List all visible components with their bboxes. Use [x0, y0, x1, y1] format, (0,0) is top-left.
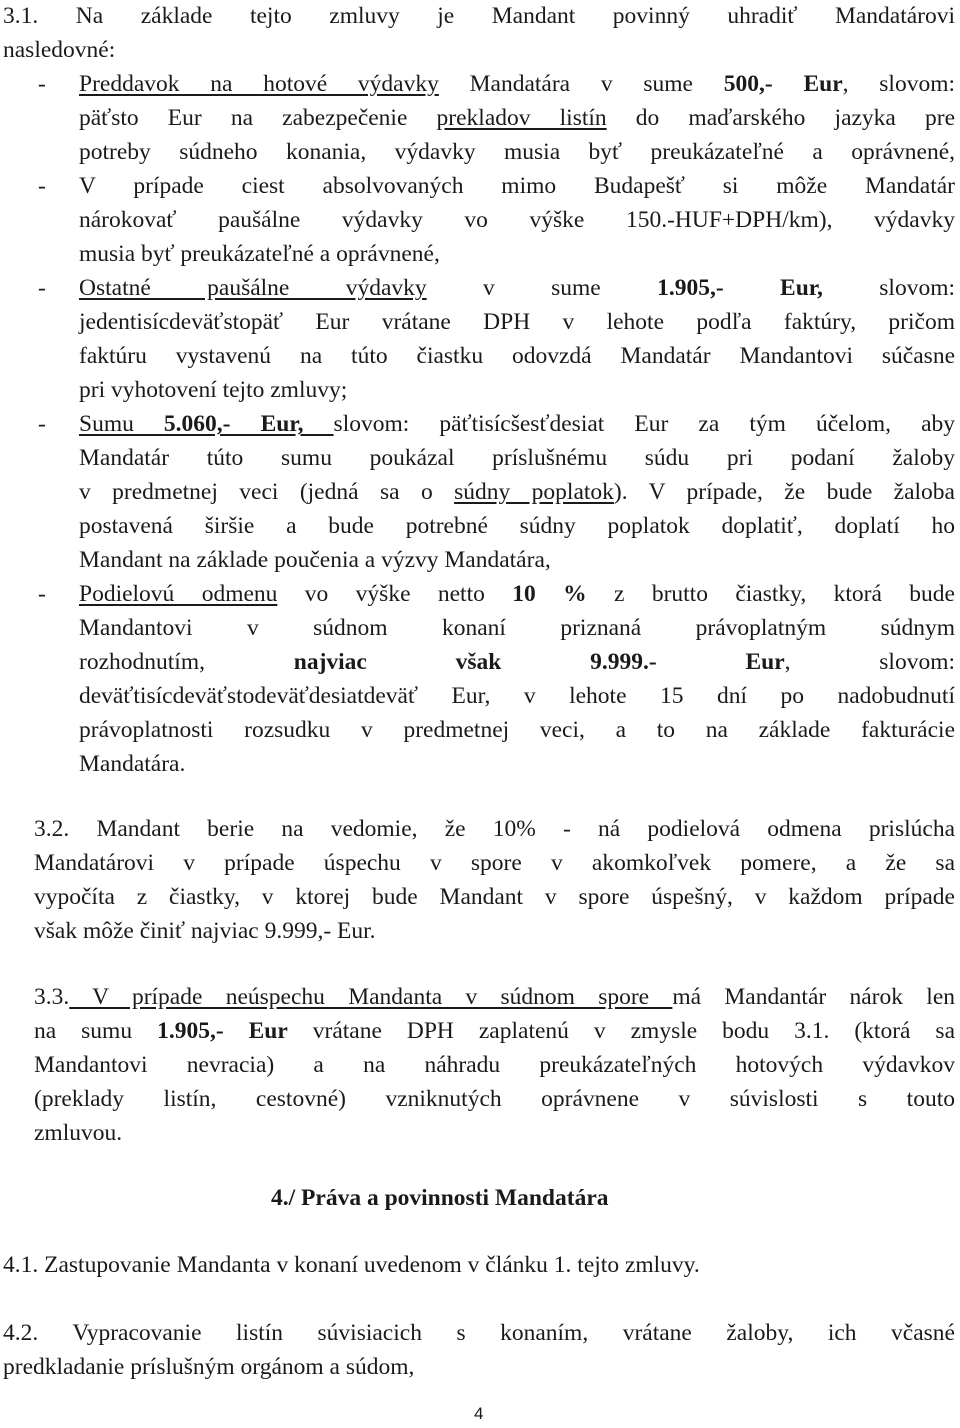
list-dash: - — [38, 173, 46, 199]
item4-line3: v predmetnej veci (jedná sa o súdny poplatok). V prípade, že bude žaloba — [79, 479, 955, 505]
sec31-intro: Na základe tejto zmluvy je Mandant povinný uhradiť Mandatárovi — [75, 3, 956, 29]
share-fee-max: najviac však 9.999.- Eur — [293, 649, 785, 675]
translation-label: prekladov listín — [436, 105, 607, 131]
court-fee-label: súdny poplatok — [454, 479, 614, 505]
item5-line1: Podielovú odmenu vo výške netto 10 % z brutto čiastky, ktorá bude — [79, 581, 955, 607]
item4-line2: Mandatár túto sumu poukázal príslušnému súdu pri podaní žaloby — [79, 445, 955, 471]
item3-line4: pri vyhotovení tejto zmluvy; — [79, 377, 348, 403]
item2-line1: V prípade ciest absolvovaných mimo Budapešť si môže Mandatár — [79, 173, 955, 199]
sec33-number: 3.3. — [34, 984, 70, 1010]
item5-line2: Mandantovi v súdnom konaní priznaná právoplatným súdnym — [79, 615, 955, 641]
sec31-line1 — [3, 1, 955, 31]
advance-amount: 500,- Eur — [723, 71, 843, 97]
item1-line1: Preddavok na hotové výdavky Mandatára v sume 500,- Eur, slovom: — [79, 71, 956, 97]
item3-line1: Ostatné paušálne výdavky v sume 1.905,- Eur, slovom: — [79, 275, 956, 301]
sec41-line: 4.1. Zastupovanie Mandanta v konaní uvedenom v článku 1. tejto zmluvy. — [3, 1252, 700, 1278]
failure-amount: 1.905,- Eur — [157, 1018, 288, 1044]
other-expenses-amount: 1.905,- Eur, — [657, 275, 823, 301]
other-expenses-label: Ostatné paušálne výdavky — [79, 275, 427, 301]
court-fee-amount: 5.060,- Eur, — [163, 411, 334, 437]
item5-line3: rozhodnutím, najviac však 9.999.- Eur, slovom: — [79, 649, 956, 675]
item2-line2: nárokovať paušálne výdavky vo výške 150.-HUF+DPH/km), výdavky — [79, 207, 955, 233]
item5-line5: právoplatnosti rozsudku v predmetnej veci, a to na základe fakturácie — [79, 717, 955, 743]
item5-line4: deväťtisícdeväťstodeväťdesiatdeväť Eur, v lehote 15 dní po nadobudnutí — [79, 683, 955, 709]
section-4-title: 4./ Práva a povinnosti Mandatára — [271, 1185, 609, 1211]
sec33-line3: Mandantovi nevracia) a na náhradu preukázateľných hotových výdavkov — [34, 1052, 955, 1078]
sec31-line2: nasledovné: — [3, 37, 116, 63]
sec33-line2: na sumu 1.905,- Eur vrátane DPH zaplatenú v zmysle bodu 3.1. (ktorá sa — [34, 1018, 956, 1044]
sec33-line5: zmluvou. — [34, 1120, 123, 1146]
item4-line5: Mandant na základe poučenia a výzvy Mandatára, — [79, 547, 551, 573]
sec32-line1: 3.2. Mandant berie na vedomie, že 10% - ná podielová odmena prislúcha — [34, 816, 956, 842]
sec42-line2: predkladanie príslušným orgánom a súdom, — [3, 1354, 415, 1380]
list-dash: - — [38, 71, 46, 97]
sec32-line4: však môže činiť najviac 9.999,- Eur. — [34, 918, 376, 944]
sec33-line1: 3.3. V prípade neúspechu Mandanta v súdnom spore má Mandantár nárok len — [34, 984, 955, 1010]
sec31-number: 3.1. — [3, 3, 39, 29]
item2-line3: musia byť preukázateľné a oprávnené, — [79, 241, 440, 267]
list-dash: - — [38, 275, 46, 301]
sec42-line1: 4.2. Vypracovanie listín súvisiacich s konaním, vrátane žaloby, ich včasné — [3, 1320, 955, 1346]
sec32-line2: Mandatárovi v prípade úspechu v spore v akomkoľvek pomere, a že sa — [34, 850, 955, 876]
sec33-line4: (preklady listín, cestovné) vzniknutých oprávnene v súvislosti s touto — [34, 1086, 955, 1112]
sec42-number: 4.2. — [3, 1320, 39, 1346]
item5-line6: Mandatára. — [79, 751, 186, 777]
item4-line4: postavená širšie a bude potrebné súdny poplatok doplatiť, doplatí ho — [79, 513, 955, 539]
page-number: 4 — [474, 1404, 484, 1423]
item1-line3: potreby súdneho konania, výdavky musia byť preukázateľné a oprávnené, — [79, 139, 955, 165]
list-dash: - — [38, 581, 46, 607]
item4-line1: Sumu 5.060,- Eur, slovom: päťtisícšesťdesiat Eur za tým účelom, aby — [79, 411, 955, 437]
sec32-line3: vypočíta z čiastky, v ktorej bude Mandant v spore úspešný, v každom prípade — [34, 884, 955, 910]
advance-expenses-label: Preddavok na hotové výdavky — [79, 71, 439, 97]
item3-line2: jedentisícdeväťstopäť Eur vrátane DPH v lehote podľa faktúry, pričom — [79, 309, 955, 335]
item1-line2: päťsto Eur na zabezpečenie prekladov listín do maďarského jazyka pre — [79, 105, 956, 131]
list-dash: - — [38, 411, 46, 437]
sec32-number: 3.2. — [34, 816, 70, 842]
item3-line3: faktúru vystavenú na túto čiastku odovzdá Mandatár Mandantovi súčasne — [79, 343, 955, 369]
share-fee-percent: 10 % — [512, 581, 587, 607]
failure-case-label: V prípade neúspechu Mandanta v súdnom spore — [69, 984, 673, 1010]
share-fee-label: Podielovú odmenu — [79, 581, 278, 607]
